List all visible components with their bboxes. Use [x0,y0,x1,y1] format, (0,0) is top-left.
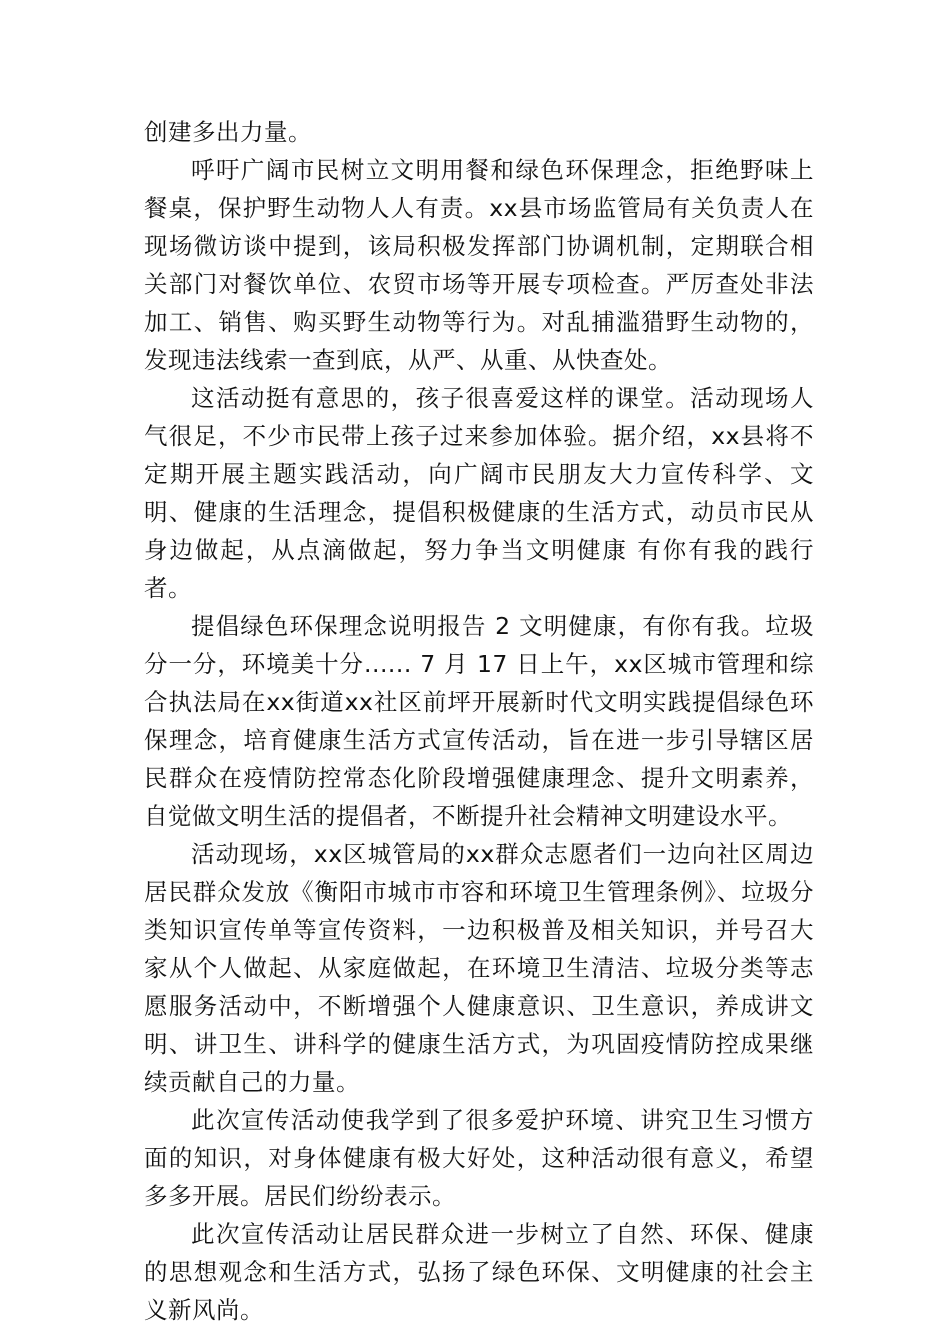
paragraph-1: 创建多出力量。 [144,118,312,146]
paragraph-5: 活动现场，xx区城管局的xx群众志愿者们一边向社区周边居民群众发放《衡阳市城市市容和环境卫生管理条例》、垃圾分类知识宣传单等宣传资料，一边积极普及相关知识，并号召大家从个人做起、从家庭做起，在环境卫生清洁、垃圾分类等志愿服务活动中，不断增强个人健康意识、卫生意识，养成讲文明、讲卫生、讲科学的健康生活方式，为巩固疫情防控成果继续贡献自己的力量。 [144,840,814,1096]
paragraph-2: 呼吁广阔市民树立文明用餐和绿色环保理念，拒绝野味上餐桌，保护野生动物人人有责。xx县市场监管局有关负责人在现场微访谈中提到，该局积极发挥部门协调机制，定期联合相关部门对餐饮单位、农贸市场等开展专项检查。严厉查处非法加工、销售、购买野生动物等行为。对乱捕滥猎野生动物的，发现违法线索一查到底，从严、从重、从快查处。 [144,156,814,374]
paragraph-4: 提倡绿色环保理念说明报告 2 文明健康，有你有我。垃圾分一分，环境美十分...... 7 月 17 日上午，xx区城市管理和综合执法局在xx街道xx社区前坪开展新时代文明实践提倡绿色环保理念，培育健康生活方式宣传活动，旨在进一步引导辖区居民群众在疫情防控常态化阶段增强健康理念、提升文明素养，自觉做文明生活的提倡者，不断提升社会精神文明建设水平。 [144,612,814,830]
document-body [144,113,814,1329]
paragraph-7: 此次宣传活动让居民群众进一步树立了自然、环保、健康的思想观念和生活方式，弘扬了绿色环保、文明健康的社会主义新风尚。 [144,1220,814,1324]
paragraph-3: 这活动挺有意思的，孩子很喜爱这样的课堂。活动现场人气很足，不少市民带上孩子过来参加体验。据介绍，xx县将不定期开展主题实践活动，向广阔市民朋友大力宣传科学、文明、健康的生活理念，提倡积极健康的生活方式，动员市民从身边做起，从点滴做起，努力争当文明健康 有你有我的践行者。 [144,384,814,602]
paragraph-6: 此次宣传活动使我学到了很多爱护环境、讲究卫生习惯方面的知识，对身体健康有极大好处，这种活动很有意义，希望多多开展。居民们纷纷表示。 [144,1106,814,1210]
